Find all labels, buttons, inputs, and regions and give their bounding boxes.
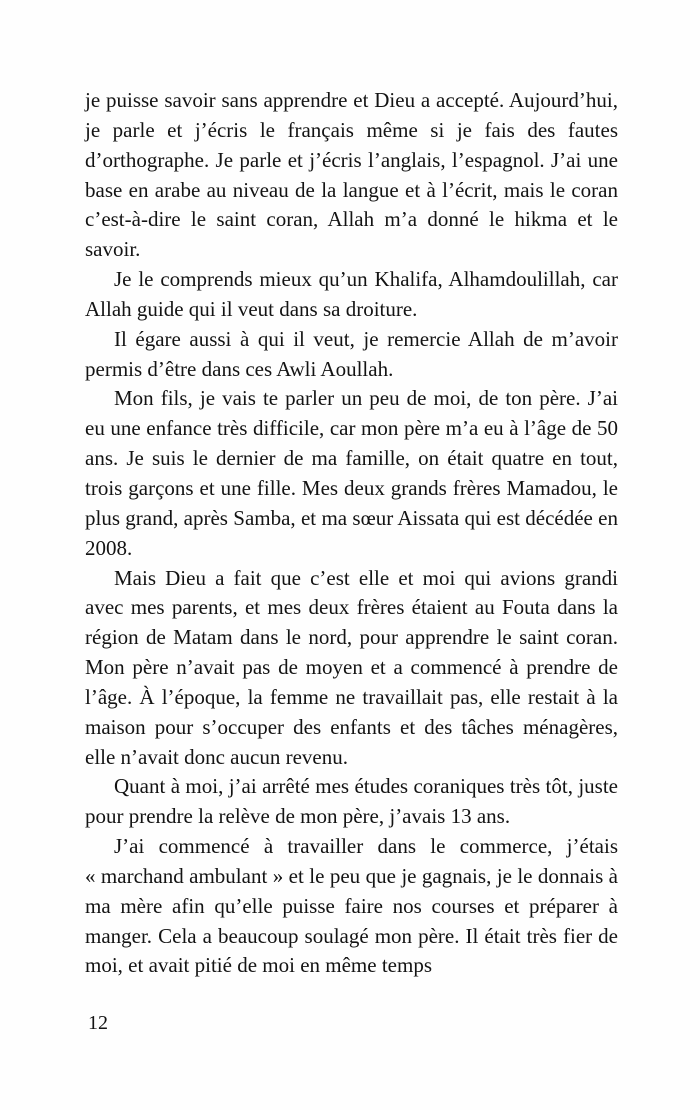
paragraph: Mais Dieu a fait que c’est elle et moi qui avions grandi avec mes parents, et mes deux frères étaient au Fouta dans la région de Matam dans le nord, pour apprendre le saint coran. Mon père n’avait pas de moyen et a commencé à prendre de l’âge. À l’époque, la femme ne travaillait pas, elle restait à la maison pour s’occuper des enfants et des tâches ménagères, elle n’avait donc aucun revenu. [85, 565, 618, 769]
page-text [85, 86, 618, 981]
page-number: 12 [88, 1012, 108, 1034]
paragraph: Quant à moi, j’ai arrêté mes études coraniques très tôt, juste pour prendre la relève de mon père, j’avais 13 ans. [85, 774, 618, 829]
paragraph: Il égare aussi à qui il veut, je remercie Allah de m’avoir permis d’être dans ces Awli Aoullah. [85, 326, 618, 381]
paragraph: J’ai commencé à travailler dans le commerce, j’étais « marchand ambulant » et le peu que je gagnais, je le donnais à ma mère afin qu’elle puisse faire nos courses et préparer à manger. Cela a beaucoup soulagé mon père. Il était très fier de moi, et avait pitié de moi en même temps [85, 834, 618, 978]
paragraph: je puisse savoir sans apprendre et Dieu a accepté. Aujourd’hui, je parle et j’écris le français même si je fais des fautes d’orthographe. Je parle et j’écris l’anglais, l’espagnol. J’ai une base en arabe au niveau de la langue et à l’écrit, mais le coran c’est-à-dire le saint coran, Allah m’a donné le hikma et le savoir. [85, 88, 618, 262]
paragraph: Mon fils, je vais te parler un peu de moi, de ton père. J’ai eu une enfance très difficile, car mon père m’a eu à l’âge de 50 ans. Je suis le dernier de ma famille, on était quatre en tout, trois garçons et une fille. Mes deux grands frères Mamadou, le plus grand, après Samba, et ma sœur Aissata qui est décédée en 2008. [85, 386, 618, 560]
paragraph: Je le comprends mieux qu’un Khalifa, Alhamdoulillah, car Allah guide qui il veut dans sa droiture. [85, 267, 618, 321]
